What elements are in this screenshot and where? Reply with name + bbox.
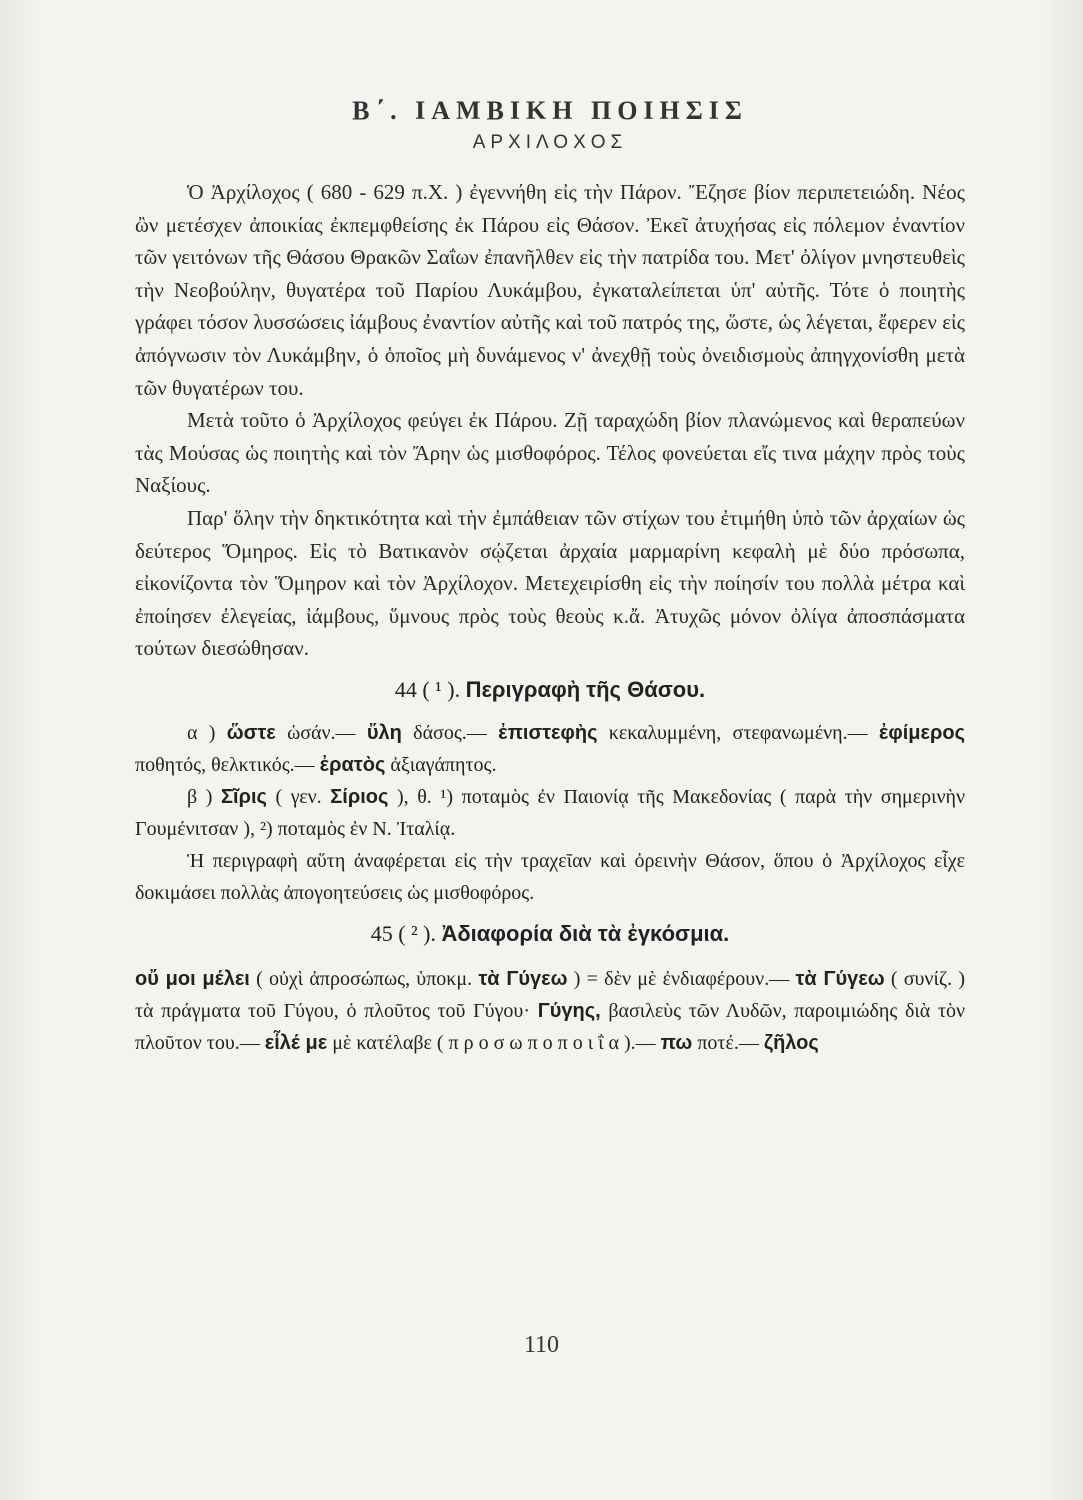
lemma: πω xyxy=(660,1031,693,1054)
page-number: 110 xyxy=(523,1332,560,1358)
gloss: μὲ κατέλαβε ( π ρ ο σ ω π ο π ο ι ΐ α ).— xyxy=(332,1031,656,1054)
section-44-number: 44 ( ¹ ). xyxy=(394,676,461,702)
lemma: ἐπιστεφὴς xyxy=(498,721,598,744)
lemma: ζῆλος xyxy=(763,1031,819,1054)
lemma: Σῖρις xyxy=(221,785,267,808)
lemma: Σίριος xyxy=(330,785,389,808)
gloss: βασιλεὺς τῶν Λυδῶν, παροιμιώδης διὰ τὸν πλοῦτον του.— xyxy=(135,999,966,1054)
lemma: Γύγης, xyxy=(537,999,601,1022)
note-label: α ) xyxy=(187,721,216,744)
lemma: ὥστε xyxy=(226,721,276,744)
text-column xyxy=(135,92,965,1059)
gloss: ) = δὲν μὲ ἐνδιαφέρουν.— xyxy=(573,967,790,990)
lemma: τὰ Γύγεω xyxy=(795,967,885,990)
section-45-number: 45 ( ² ). xyxy=(370,920,436,946)
note-44-a xyxy=(135,717,965,781)
gloss: ), θ. ¹) ποταμὸς ἐν Παιονίᾳ τῆς Μακεδονίας ( παρὰ τὴν σημερινὴν Γουμένιτσαν ), ²) ποταμὸς ἐν Ν. Ἰταλίᾳ. xyxy=(135,785,966,840)
section-45-heading xyxy=(135,917,965,951)
gloss: ποθητός, θελκτικός.— xyxy=(135,753,315,776)
intro-paragraph-2: Μετὰ τοῦτο ὁ Ἀρχίλοχος φεύγει ἐκ Πάρου. Ζῇ ταραχώδη βίον πλανώμενος καὶ θεραπεύων τὰς Μούσας ὡς ποιητὴς καὶ τὸν Ἄρην ὡς μισθοφόρος. Τέλος φονεύεται εἴς τινα μάχην πρὸς τοὺς Ναξίους. xyxy=(135,408,965,498)
intro-paragraph-3: Παρ' ὅλην τὴν δηκτικότητα καὶ τὴν ἐμπάθειαν τῶν στίχων του ἐτιμήθη ὑπὸ τῶν ἀρχαίων ὡς δεύτερος Ὅμηρος. Εἰς τὸ Βατικανὸν σῴζεται ἀρχαία μαρμαρίνη κεφαλὴ μὲ δύο πρόσωπα, εἰκονίζοντα τὸν Ὅμηρον καὶ τὸν Ἀρχίλοχον. Μετεχειρίσθη εἰς τὴν ποίησίν του πολλὰ μέτρα καὶ ἐποίησεν ἐλεγείας, ἰάμβους, ὕμνους πρὸς τοὺς θεοὺς κ.ἄ. Ἀτυχῶς μόνον ὀλίγα ἀποσπάσματα τούτων διεσώθησαν. xyxy=(135,505,965,661)
gloss: ὡσάν.— xyxy=(287,721,356,744)
note-label: β ) xyxy=(187,785,213,808)
author-heading: ΑΡΧΙΛΟΧΟΣ xyxy=(472,132,628,153)
section-44-heading xyxy=(135,673,965,707)
section-45-title: Ἀδιαφορία διὰ τὰ ἐγκόσμια. xyxy=(441,920,730,946)
lemma: εἷλέ με xyxy=(264,1031,328,1054)
intro-paragraph-1: Ὁ Ἀρχίλοχος ( 680 - 629 π.Χ. ) ἐγεννήθη εἰς τὴν Πάρον. Ἔζησε βίον περιπετειώδη. Νέος ὢν μετέσχεν ἀποικίας ἐκπεμφθείσης ἐκ Πάρου εἰς Θάσον. Ἐκεῖ ἀτυχήσας εἰς πόλεμον ἐναντίον τῶν γειτόνων τῆς Θάσου Θρακῶν Σαΐων ἐπανῆλθεν εἰς τὴν πατρίδα του. Μετ' ὀλίγον μνηστευθεὶς τὴν Νεοβούλην, θυγατέρα τοῦ Παρίου Λυκάμβου, ἐγκαταλείπεται ὑπ' αὐτῆς. Τότε ὁ ποιητὴς γράφει τόσον λυσσώσεις ἰάμβους ἐναντίον αὐτῆς καὶ τοῦ πατρός της, ὥστε, ὡς λέγεται, ἔφερεν εἰς ἀπόγνωσιν τὸν Λυκάμβην, ὁ ὁποῖος μὴ δυνάμενος ν' ἀνεχθῇ τοὺς ὀνειδισμοὺς ἀπηγχονίσθη μετὰ τῶν θυγατέρων του. xyxy=(135,180,965,400)
lemma: τὰ Γύγεω xyxy=(478,967,568,990)
gloss: ποτέ.— xyxy=(697,1031,759,1054)
lemma: οὔ μοι μέλει xyxy=(135,967,250,990)
gloss: ( γεν. xyxy=(275,785,322,808)
gloss: ( οὐχὶ ἀπροσώπως, ὑποκμ. xyxy=(256,967,473,990)
note-45 xyxy=(135,963,965,1059)
gloss: δάσος.— xyxy=(413,721,487,744)
gloss: ( συνίζ. ) τὰ πράγματα τοῦ Γύγου, ὁ πλοῦτος τοῦ Γύγου· xyxy=(135,967,966,1022)
lemma: ἐρατὸς xyxy=(319,753,386,776)
gloss: κεκαλυμμένη, στεφανωμένη.— xyxy=(608,721,868,744)
section-44-title: Περιγραφὴ τῆς Θάσου. xyxy=(465,676,706,702)
note-44-b xyxy=(135,781,965,845)
gloss: ἀξιαγάπητος. xyxy=(390,753,497,776)
note-44-c: Ἡ περιγραφὴ αὕτη ἀναφέρεται εἰς τὴν τραχεῖαν καὶ ὀρεινὴν Θάσον, ὅπου ὁ Ἀρχίλοχος εἶχε δοκιμάσει πολλὰς ἀπογοητεύσεις ὡς μισθοφόρος. xyxy=(135,849,965,904)
lemma: ὕλη xyxy=(366,721,402,744)
lemma: ἐφίμερος xyxy=(878,721,965,744)
chapter-title: Β΄. ΙΑΜΒΙΚΗ ΠΟΙΗΣΙΣ xyxy=(352,96,748,125)
